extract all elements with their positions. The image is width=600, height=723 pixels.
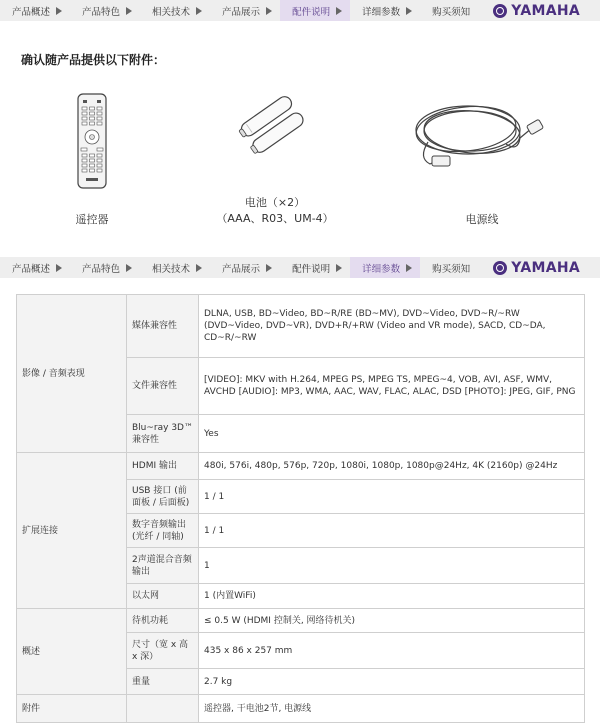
- spec-value: 遥控器, 干电池2节, 电源线: [199, 695, 585, 723]
- spec-value: DLNA, USB, BD~Video, BD~R/RE (BD~MV), DVD~Video, DVD~R/~RW (DVD~Video, DVD~VR), DVD+R/+RW (Video and VR mode), SACD, CD~DA, CD~R/~RW: [199, 295, 585, 358]
- accessory-note: （AAA、R03、UM-4）: [216, 212, 334, 225]
- nav-overview[interactable]: [0, 0, 70, 21]
- nav-specs[interactable]: [350, 0, 420, 21]
- yamaha-emblem-icon: [493, 261, 507, 275]
- batteries-image: [232, 94, 318, 156]
- spec-name: 重量: [127, 669, 199, 695]
- spec-value: 480i, 576i, 480p, 576p, 720p, 1080i, 1080p, 1080p@24Hz, 4K (2160p) @24Hz: [199, 453, 585, 480]
- arrow-right-icon: [196, 264, 202, 272]
- spec-value: 1 / 1: [199, 514, 585, 548]
- arrow-right-icon: [406, 7, 412, 15]
- yamaha-logo[interactable]: [493, 3, 580, 19]
- accessory-label: 电池（×2）: [244, 196, 306, 209]
- accessories-title: 确认随产品提供以下附件：: [21, 53, 166, 67]
- arrow-right-icon: [336, 7, 342, 15]
- brand-name: YAMAHA: [511, 259, 580, 276]
- arrow-right-icon: [406, 264, 412, 272]
- nav-accessories[interactable]: [280, 257, 350, 278]
- arrow-right-icon: [336, 264, 342, 272]
- nav-label: 购买须知: [432, 263, 471, 275]
- spec-name: 待机功耗: [127, 609, 199, 633]
- nav-gallery[interactable]: [210, 257, 280, 278]
- spec-category: 概述: [17, 609, 127, 695]
- spec-name: 以太网: [127, 584, 199, 609]
- arrow-right-icon: [126, 264, 132, 272]
- nav-label: 详细参数: [362, 6, 401, 18]
- nav-label: 购买须知: [432, 6, 471, 18]
- spec-category: 影像 / 音频表现: [17, 295, 127, 453]
- table-row: [17, 695, 585, 723]
- spec-category: 扩展连接: [17, 453, 127, 609]
- spec-value: 1 / 1: [199, 480, 585, 514]
- spec-name: 尺寸（宽 x 高 x 深）: [127, 633, 199, 669]
- spec-name: 数字音频输出 (光纤 / 同轴): [127, 514, 199, 548]
- nav-label: 配件说明: [292, 6, 331, 18]
- spec-name: 2声道混合音频输出: [127, 548, 199, 584]
- brand-name: YAMAHA: [511, 2, 580, 19]
- table-row: [17, 453, 585, 480]
- arrow-right-icon: [126, 7, 132, 15]
- nav-features[interactable]: [70, 257, 140, 278]
- nav-technology[interactable]: [140, 0, 210, 21]
- nav-purchase[interactable]: [420, 0, 474, 21]
- nav-label: 产品特色: [82, 6, 121, 18]
- nav-label: 相关技术: [152, 6, 191, 18]
- spec-name: [127, 695, 199, 723]
- arrow-right-icon: [196, 7, 202, 15]
- spec-value: Yes: [199, 415, 585, 453]
- specs-nav-bar: [0, 257, 600, 278]
- top-nav-bar: [0, 0, 600, 21]
- arrow-right-icon: [266, 264, 272, 272]
- spec-value: 435 x 86 x 257 mm: [199, 633, 585, 669]
- spec-name: HDMI 输出: [127, 453, 199, 480]
- spec-value: 1: [199, 548, 585, 584]
- nav-label: 产品展示: [222, 6, 261, 18]
- arrow-right-icon: [56, 7, 62, 15]
- table-row: [17, 609, 585, 633]
- spec-name: USB 接口 (前面板 / 后面板): [127, 480, 199, 514]
- spec-name: Blu~ray 3D™兼容性: [127, 415, 199, 453]
- yamaha-logo[interactable]: [493, 260, 580, 276]
- nav-label: 相关技术: [152, 263, 191, 275]
- nav-label: 详细参数: [362, 263, 401, 275]
- nav-label: 产品特色: [82, 263, 121, 275]
- nav-specs[interactable]: [350, 257, 420, 278]
- nav-label: 产品展示: [222, 263, 261, 275]
- accessory-label: 电源线: [465, 213, 499, 226]
- nav-label: 配件说明: [292, 263, 331, 275]
- spec-value: [VIDEO]: MKV with H.264, MPEG PS, MPEG TS, MPEG~4, VOB, AVI, ASF, WMV, AVCHD [AUDIO]: MP3, WMA, AAC, WAV, FLAC, ALAC, DSD [PHOTO]: JPEG, GIF, PNG: [199, 358, 585, 415]
- nav-accessories[interactable]: [280, 0, 350, 21]
- nav-label: 产品概述: [12, 263, 51, 275]
- nav-gallery[interactable]: [210, 0, 280, 21]
- table-row: [17, 295, 585, 358]
- spec-value: ≤ 0.5 W (HDMI 控制关, 网络待机关): [199, 609, 585, 633]
- accessory-power-cord: [442, 212, 522, 228]
- arrow-right-icon: [56, 264, 62, 272]
- accessory-remote: [52, 212, 132, 228]
- spec-value: 2.7 kg: [199, 669, 585, 695]
- nav-purchase[interactable]: [420, 257, 474, 278]
- nav-features[interactable]: [70, 0, 140, 21]
- arrow-right-icon: [266, 7, 272, 15]
- accessory-batteries: [200, 195, 350, 227]
- spec-name: 文件兼容性: [127, 358, 199, 415]
- yamaha-emblem-icon: [493, 4, 507, 18]
- nav-technology[interactable]: [140, 257, 210, 278]
- remote-control-image: [72, 92, 112, 192]
- spec-table: [16, 294, 585, 723]
- nav-overview[interactable]: [0, 257, 70, 278]
- spec-name: 媒体兼容性: [127, 295, 199, 358]
- nav-label: 产品概述: [12, 6, 51, 18]
- power-cord-image: [408, 98, 548, 174]
- spec-category: 附件: [17, 695, 127, 723]
- spec-value: 1 (内置WiFi): [199, 584, 585, 609]
- accessory-label: 遥控器: [75, 213, 109, 226]
